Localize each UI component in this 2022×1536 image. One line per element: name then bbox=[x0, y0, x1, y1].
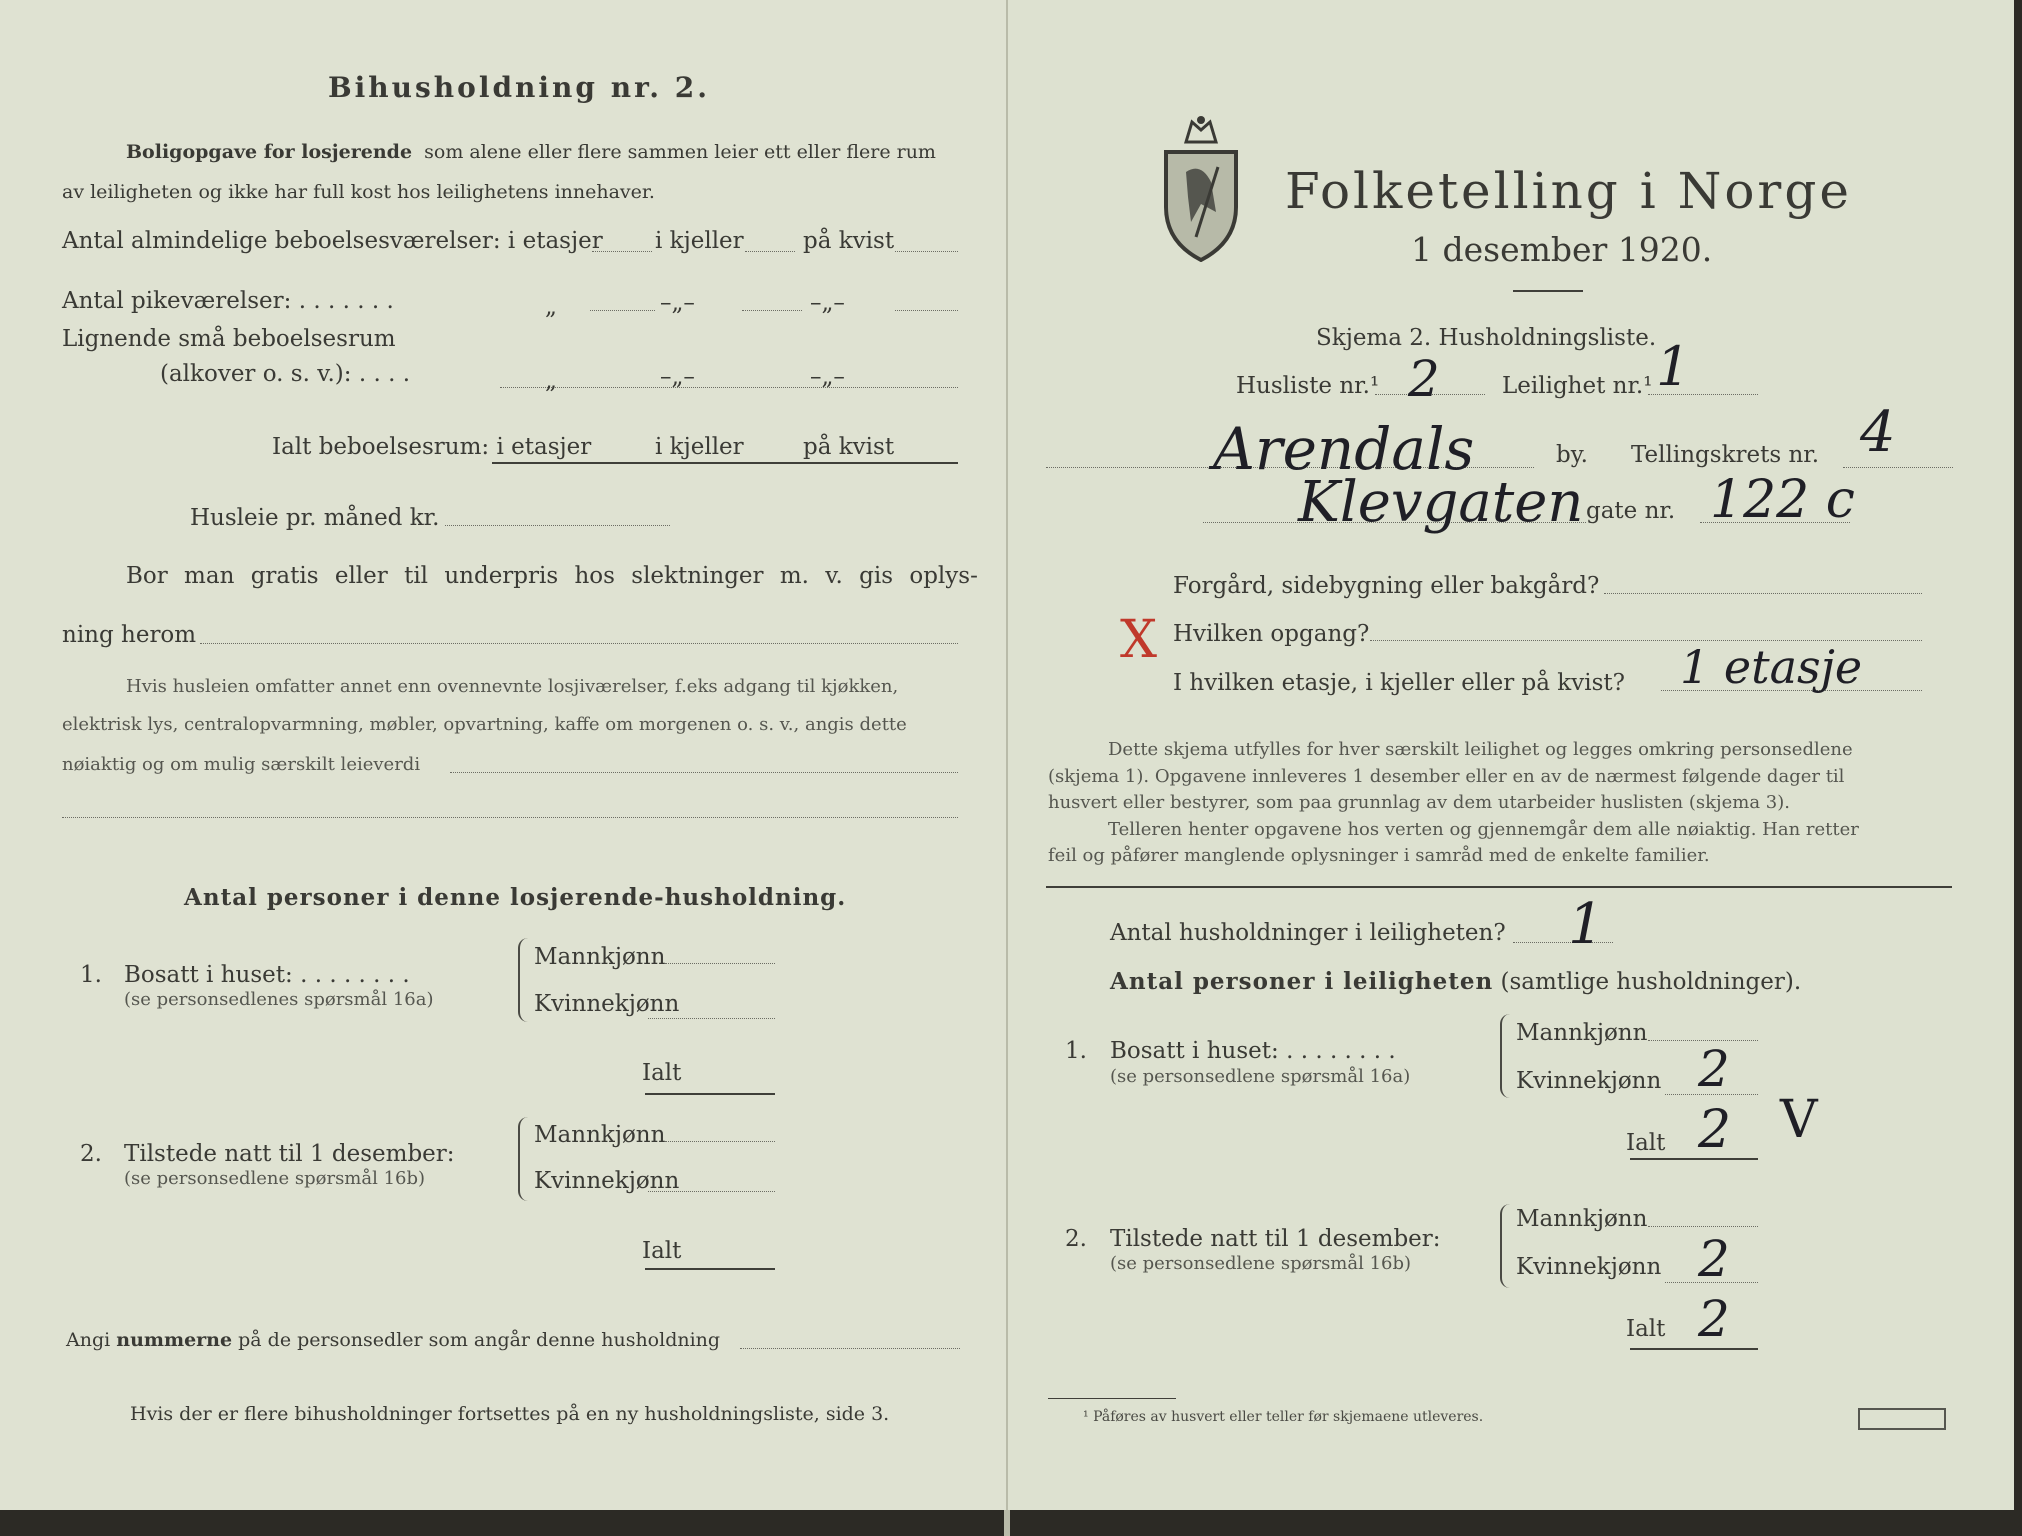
check-mark: V bbox=[1780, 1090, 1818, 1150]
footnote-rule bbox=[1048, 1398, 1176, 1399]
lignende-label: Lignende små beboelsesrum bbox=[62, 326, 396, 352]
hvis-line-1: Hvis husleien omfatter annet enn ovennevnte losjiværelser, f.eks adgang til kjøkken, bbox=[126, 676, 899, 697]
q1-brace bbox=[518, 938, 530, 1022]
q2-mann-label: Mannkjønn bbox=[534, 1122, 666, 1148]
krets-value: 4 bbox=[1860, 400, 1896, 465]
leilighet-label: Leilighet nr.¹ bbox=[1502, 373, 1653, 399]
census-title: Folketelling i Norge bbox=[1285, 162, 1852, 220]
q1-ialt-rule-right bbox=[1630, 1158, 1758, 1160]
q2-brace-right bbox=[1500, 1204, 1512, 1288]
etasje-label: I hvilken etasje, i kjeller eller på kvist? bbox=[1173, 670, 1625, 696]
ialt-kjeller-label: i kjeller bbox=[655, 434, 744, 460]
pike-ditto-1: „ bbox=[545, 294, 557, 320]
q2-ialt-rule bbox=[645, 1268, 775, 1270]
rooms-kjeller-label: i kjeller bbox=[655, 228, 744, 254]
hvis-line-2: elektrisk lys, centralopvarmning, møbler, opvartning, kaffe om morgenen o. s. v., angis dette bbox=[62, 714, 907, 735]
footnote: ¹ Påføres av husvert eller teller før skjemaene utleveres. bbox=[1083, 1409, 1484, 1425]
pike-field-1[interactable] bbox=[590, 310, 655, 311]
ialt-rooms-rule bbox=[492, 462, 958, 464]
q2-kvinne-value-right: 2 bbox=[1698, 1230, 1730, 1288]
schema-label: Skjema 2. Husholdningsliste. bbox=[1316, 325, 1657, 351]
info-line-4: Telleren henter opgavene hos verten og gjennemgår dem alle nøiaktig. Han retter bbox=[1108, 819, 1859, 840]
gratis-line-1: Bor man gratis eller til underpris hos slektninger m. v. gis oplys- bbox=[126, 563, 978, 589]
rooms-kvist-field[interactable] bbox=[895, 251, 958, 252]
rooms-etasjer-field[interactable] bbox=[592, 251, 652, 252]
q1-kvinne-label: Kvinnekjønn bbox=[534, 991, 680, 1017]
q2-ialt-value-right: 2 bbox=[1698, 1290, 1730, 1348]
q1-brace-right bbox=[1500, 1014, 1512, 1098]
krets-field[interactable] bbox=[1843, 467, 1953, 468]
by-label: by. bbox=[1556, 442, 1588, 468]
q2-sub: (se personsedlene spørsmål 16b) bbox=[124, 1168, 426, 1189]
info-line-5: feil og påfører manglende oplysninger i samråd med de enkelte familier. bbox=[1048, 845, 1710, 866]
q2-kvinne-field[interactable] bbox=[648, 1191, 775, 1192]
alkover-ditto-2: –„– bbox=[660, 364, 695, 390]
rooms-kjeller-field[interactable] bbox=[745, 251, 795, 252]
coat-of-arms-icon bbox=[1156, 112, 1246, 262]
husleie-field[interactable] bbox=[445, 525, 670, 526]
red-x-mark: X bbox=[1120, 610, 1158, 670]
q1-kvinne-label-right: Kvinnekjønn bbox=[1516, 1068, 1662, 1094]
etasje-value: 1 etasje bbox=[1680, 640, 1863, 694]
left-page bbox=[0, 0, 1006, 1510]
q2-sub-right: (se personsedlene spørsmål 16b) bbox=[1110, 1253, 1412, 1274]
right-page bbox=[1008, 0, 2014, 1510]
q1-mann-field[interactable] bbox=[665, 963, 775, 964]
info-line-1: Dette skjema utfylles for hver særskilt leilighet og legges omkring personsedlene bbox=[1108, 739, 1853, 760]
q2-kvinne-label: Kvinnekjønn bbox=[534, 1168, 680, 1194]
antal-hus-value: 1 bbox=[1568, 892, 1604, 957]
pike-field-2[interactable] bbox=[742, 310, 802, 311]
leilighet-value: 1 bbox=[1656, 335, 1691, 398]
q2-ialt-rule-right bbox=[1630, 1348, 1758, 1350]
q1-number: 1. bbox=[80, 962, 102, 988]
rooms-label: Antal almindelige beboelsesværelser: i etasjer bbox=[62, 228, 603, 254]
gate-label: gate nr. bbox=[1586, 498, 1676, 524]
q2-mann-label-right: Mannkjønn bbox=[1516, 1206, 1648, 1232]
gratis-field[interactable] bbox=[200, 643, 958, 644]
persons-heading: Antal personer i denne losjerende-husholdning. bbox=[184, 884, 847, 911]
leieverdi-field-2[interactable] bbox=[62, 817, 958, 818]
q1-ialt-label: Ialt bbox=[642, 1060, 682, 1086]
q1-ialt-value-right: 2 bbox=[1698, 1100, 1732, 1160]
alkover-ditto-3: –„– bbox=[810, 364, 845, 390]
angi-line: Angi nummerne på de personsedler som angår denne husholdning bbox=[66, 1329, 721, 1351]
q2-mann-field-right[interactable] bbox=[1648, 1226, 1758, 1227]
q1-mann-label: Mannkjønn bbox=[534, 944, 666, 970]
street-value: Klevgaten bbox=[1298, 470, 1584, 535]
q2-ialt-label-right: Ialt bbox=[1626, 1316, 1666, 1342]
husliste-value: 2 bbox=[1408, 350, 1440, 408]
q1-mann-label-right: Mannkjønn bbox=[1516, 1020, 1648, 1046]
forgard-field[interactable] bbox=[1604, 593, 1922, 594]
title-rule bbox=[1513, 290, 1583, 292]
q1-kvinne-field[interactable] bbox=[648, 1018, 775, 1019]
alkover-underline bbox=[500, 387, 958, 388]
angi-field[interactable] bbox=[740, 1348, 960, 1349]
q2-number: 2. bbox=[80, 1141, 102, 1167]
q2-mann-field[interactable] bbox=[665, 1141, 775, 1142]
husleie-label: Husleie pr. måned kr. bbox=[190, 505, 440, 531]
gratis-line-2: ning herom bbox=[62, 622, 197, 648]
husliste-label: Husliste nr.¹ bbox=[1236, 373, 1380, 399]
gate-value: 122 c bbox=[1710, 470, 1855, 530]
intro-line-1: Boligopgave for losjerende som alene eller flere sammen leier ett eller flere rum bbox=[126, 141, 936, 163]
rooms-kvist-label: på kvist bbox=[803, 228, 895, 254]
bihusholdning-title: Bihusholdning nr. 2. bbox=[328, 71, 710, 104]
q1-ialt-label-right: Ialt bbox=[1626, 1130, 1666, 1156]
q1-sub-right: (se personsedlene spørsmål 16a) bbox=[1110, 1066, 1411, 1087]
q1-label: Bosatt i huset: . . . . . . . . bbox=[124, 962, 410, 988]
persons-heading-right: Antal personer i leiligheten (samtlige husholdninger). bbox=[1110, 968, 1802, 995]
pike-ditto-3: –„– bbox=[810, 290, 845, 316]
q2-brace bbox=[518, 1117, 530, 1201]
pike-ditto-2: –„– bbox=[660, 290, 695, 316]
q1-number-right: 1. bbox=[1065, 1038, 1087, 1064]
ialt-kvist-label: på kvist bbox=[803, 434, 895, 460]
q1-sub: (se personsedlenes spørsmål 16a) bbox=[124, 989, 434, 1010]
intro-line-2: av leiligheten og ikke har full kost hos leilighetens innehaver. bbox=[62, 181, 655, 203]
q1-kvinne-value-right: 2 bbox=[1698, 1040, 1730, 1098]
pike-field-3[interactable] bbox=[895, 310, 958, 311]
q2-label: Tilstede natt til 1 desember: bbox=[124, 1141, 455, 1167]
forgard-label: Forgård, sidebygning eller bakgård? bbox=[1173, 573, 1600, 599]
q2-number-right: 2. bbox=[1065, 1226, 1087, 1252]
krets-label: Tellingskrets nr. bbox=[1631, 442, 1820, 468]
alkover-label: (alkover o. s. v.): . . . . bbox=[160, 361, 411, 387]
printer-stamp bbox=[1858, 1408, 1946, 1430]
pike-label: Antal pikeværelser: . . . . . . . bbox=[62, 288, 394, 314]
opgang-label: Hvilken opgang? bbox=[1173, 621, 1370, 647]
q2-label-right: Tilstede natt til 1 desember: bbox=[1110, 1226, 1441, 1252]
info-line-3: husvert eller bestyrer, som paa grunnlag av dem utarbeider huslisten (skjema 3). bbox=[1048, 792, 1790, 813]
q2-ialt-label: Ialt bbox=[642, 1238, 682, 1264]
left-footer: Hvis der er flere bihusholdninger fortsettes på en ny husholdningsliste, side 3. bbox=[130, 1403, 890, 1425]
city-value: Arendals bbox=[1213, 415, 1475, 483]
alkover-ditto-1: „ bbox=[545, 368, 557, 394]
leieverdi-field[interactable] bbox=[450, 772, 958, 773]
ialt-rooms-label: Ialt beboelsesrum: i etasjer bbox=[272, 434, 592, 460]
q1-ialt-rule bbox=[645, 1093, 775, 1095]
hvis-line-3: nøiaktig og om mulig særskilt leieverdi bbox=[62, 754, 421, 775]
q1-label-right: Bosatt i huset: . . . . . . . . bbox=[1110, 1038, 1396, 1064]
info-rule bbox=[1046, 886, 1952, 888]
census-date: 1 desember 1920. bbox=[1411, 230, 1713, 269]
info-line-2: (skjema 1). Opgavene innleveres 1 desember eller en av de nærmest følgende dager til bbox=[1048, 766, 1845, 787]
q2-kvinne-label-right: Kvinnekjønn bbox=[1516, 1254, 1662, 1280]
antal-hus-label: Antal husholdninger i leiligheten? bbox=[1110, 920, 1506, 946]
